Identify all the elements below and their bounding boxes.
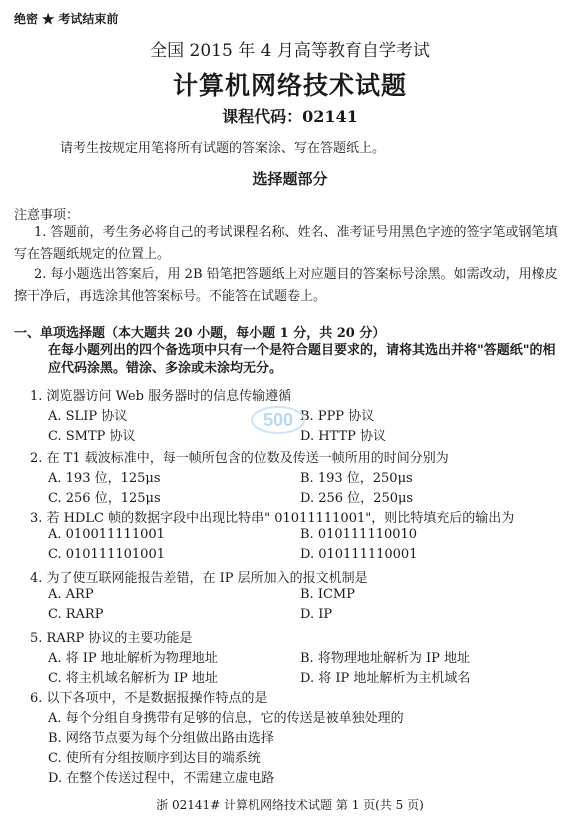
option-c: C. 将主机域名解析为 IP 地址 <box>48 671 218 686</box>
option-d: D. 在整个传送过程中，不需建立虚电路 <box>48 771 275 786</box>
question-stem: 4. 为了使互联网能报告差错，在 IP 层所加入的报文机制是 <box>30 571 368 586</box>
option-a: A. SLIP 协议 <box>48 409 128 424</box>
question-stem: 6. 以下各项中，不是数据报操作特点的是 <box>30 691 268 706</box>
option-b: B. ICMP <box>300 587 355 602</box>
course-code: 课程代码：02141 <box>222 107 358 126</box>
secret-label: 绝密 ★ 考试结束前 <box>14 12 119 26</box>
paper-title: 计算机网络技术试题 <box>172 71 407 100</box>
exam-title: 全国 2015 年 4 月高等教育自学考试 <box>150 41 430 61</box>
question-stem: 5. RARP 协议的主要功能是 <box>30 631 193 646</box>
option-b: B. 网络节点要为每个分组做出路由选择 <box>48 731 274 746</box>
question-stem: 3. 若 HDLC 帧的数据字段中出现比特串" 01011111001"，则比特填充后的输出为 <box>30 511 515 526</box>
watermark-text: 500 <box>262 410 294 430</box>
option-a: A. ARP <box>48 587 94 602</box>
option-a: A. 010011111001 <box>48 527 165 542</box>
page-footer: 浙 02141# 计算机网络技术试题 第 1 页(共 5 页) <box>156 798 424 812</box>
option-d: D. 将 IP 地址解析为主机域名 <box>300 671 471 686</box>
part-title: 一、单项选择题（本大题共 20 小题，每小题 1 分，共 20 分） <box>14 326 386 341</box>
option-d: D. 256 位，250μs <box>300 491 414 506</box>
option-a: A. 将 IP 地址解析为物理地址 <box>48 651 218 666</box>
option-a: A. 每个分组自身携带有足够的信息，它的传送是被单独处理的 <box>48 711 404 726</box>
option-d: D. 010111110001 <box>300 547 418 562</box>
option-d: D. IP <box>300 607 333 622</box>
option-c: C. 使所有分组按顺序到达目的端系统 <box>48 751 261 766</box>
option-b: B. PPP 协议 <box>300 409 375 424</box>
option-c: C. RARP <box>48 607 104 622</box>
question-stem: 1. 浏览器访问 Web 服务器时的信息传输遵循 <box>30 389 292 404</box>
notice-item: 1. 答题前，考生务必将自己的考试课程名称、姓名、准考证号用黑色字迹的签字笔或钢笔填写在答题纸规定的位置上。 <box>14 225 558 262</box>
option-b: B. 193 位，250μs <box>300 471 413 486</box>
option-c: C. 010111101001 <box>48 547 165 562</box>
option-c: C. 256 位，125μs <box>48 491 161 506</box>
question-stem: 2. 在 T1 载波标准中，每一帧所包含的位数及传送一帧所用的时间分别为 <box>30 451 449 466</box>
instruction: 请考生按规定用笔将所有试题的答案涂、写在答题纸上。 <box>60 141 386 156</box>
option-c: C. SMTP 协议 <box>48 429 136 444</box>
part-description: 在每小题列出的四个备选项中只有一个是符合题目要求的，请将其选出并将"答题纸"的相应代码涂黑。错涂、多涂或未涂均无分。 <box>48 343 556 376</box>
watermark-logo <box>250 398 306 438</box>
option-d: D. HTTP 协议 <box>300 429 387 444</box>
notice-item: 2. 每小题选出答案后，用 2B 铅笔把答题纸上对应题目的答案标号涂黑。如需改动，用橡皮擦干净后，再选涂其他答案标号。不能答在试题卷上。 <box>14 267 558 304</box>
option-b: B. 010111110010 <box>300 527 418 542</box>
option-a: A. 193 位，125μs <box>48 471 161 486</box>
notice-title: 注意事项： <box>14 208 80 223</box>
option-b: B. 将物理地址解析为 IP 地址 <box>300 651 470 666</box>
section-heading: 选择题部分 <box>252 170 328 188</box>
